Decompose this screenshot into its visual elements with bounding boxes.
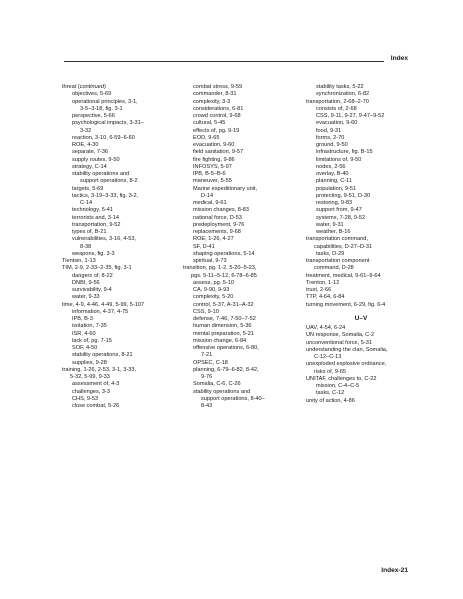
index-subentry — [183, 120, 301, 127]
index-line: understanding the clan, Somalia, — [306, 346, 388, 353]
index-subentry — [62, 338, 176, 345]
index-line: vulnerabilities, 3-16, 4-53, — [72, 236, 137, 243]
index-entry — [306, 325, 416, 332]
index-subentry — [306, 113, 416, 120]
index-subentry — [62, 113, 176, 120]
index-subentry — [183, 222, 301, 229]
index-line: planning, 6-79–6-82, 8-42, — [193, 366, 259, 373]
index-line: treatment, medical, 9-61–9-64 — [306, 272, 381, 279]
index-line: mission, C-4–C-5 — [316, 383, 360, 389]
index-line: types of, B-21 — [72, 229, 107, 235]
index-subentry — [306, 149, 416, 156]
index-subentry — [306, 229, 416, 236]
index-subentry — [183, 128, 301, 135]
index-subentry — [306, 186, 416, 193]
index-line: SOF, 4-50 — [72, 345, 98, 351]
index-subentry — [306, 171, 416, 178]
index-subentry — [62, 323, 176, 330]
index-line: capabilities, D-27–D-31 — [314, 243, 373, 250]
index-subentry — [306, 128, 416, 135]
index-entry — [306, 347, 416, 362]
index-line: ROE, 1-26, 4-27 — [193, 236, 234, 243]
index-subentry — [62, 186, 176, 193]
index-entry — [306, 258, 416, 273]
index-subentry — [183, 381, 301, 388]
index-subentry — [62, 135, 176, 142]
index-line: strategy, C-14 — [72, 163, 107, 170]
index-entry — [306, 302, 416, 309]
index-subentry — [306, 91, 416, 98]
index-line: operational principles, 3-1, — [72, 98, 138, 105]
index-line: considerations, 6-81 — [193, 105, 244, 112]
index-line: tactics, 3-19–3-33, fig. 3-2, — [72, 192, 139, 199]
index-line: 9-76 — [201, 374, 213, 380]
index-line: human dimension, 5-36 — [193, 323, 252, 330]
index-subentry — [306, 222, 416, 229]
index-subentry — [62, 120, 176, 135]
index-line: water, 9-33 — [72, 294, 100, 301]
index-entry — [306, 376, 416, 383]
index-line: terrorists and, 3-14 — [72, 214, 119, 221]
index-line: turning movement, 6-29, fig. 6-4 — [306, 301, 386, 308]
index-line: EOD, 9-65 — [193, 134, 220, 141]
index-entry — [62, 258, 176, 265]
index-line: mission changes, 8-83 — [193, 207, 249, 214]
index-subentry — [62, 236, 176, 251]
index-line: mental preparation, 5-21 — [193, 330, 254, 337]
index-line: systems, 7-28, 9-52 — [316, 214, 366, 221]
index-section-heading: U–V — [354, 314, 368, 322]
index-subentry — [183, 99, 301, 106]
index-subentry — [183, 207, 301, 214]
index-column-3 — [306, 84, 416, 405]
index-entry — [306, 99, 416, 106]
index-subentry — [306, 106, 416, 113]
index-subentry — [62, 287, 176, 294]
index-line: 3-32 — [80, 127, 92, 134]
index-entry — [306, 236, 416, 251]
index-line: transition, pg. 1-2, 5-20–5-23, — [183, 265, 257, 272]
index-line: spiritual, 9-73 — [193, 258, 227, 264]
index-line: C-12–C-13 — [314, 354, 342, 360]
index-subentry — [62, 229, 176, 236]
index-line: combat stress, 9-59 — [193, 84, 243, 90]
index-line: TTP, 4-64, 6-84 — [306, 294, 345, 301]
index-line: support from, 9-47 — [316, 207, 362, 214]
index-subentry — [183, 91, 301, 98]
index-subentry — [183, 316, 301, 323]
index-subentry — [62, 251, 176, 258]
index-line: UAV, 4-54, 6-24 — [306, 325, 346, 331]
index-line: challenges, 3-3 — [72, 388, 110, 395]
index-subentry — [183, 178, 301, 185]
index-line: 8-38 — [80, 243, 92, 250]
index-line: forms, 2-70 — [316, 134, 345, 141]
index-line: complexity, 3-3 — [193, 98, 231, 105]
index-subentry — [62, 331, 176, 338]
index-line: effects of, pg. 9-19 — [193, 127, 240, 134]
index-subentry — [183, 345, 301, 360]
index-line: assess, pg. 5-10 — [193, 279, 235, 286]
index-line: ROE, 4-30 — [72, 142, 99, 148]
index-line: SF, D-41 — [193, 243, 215, 250]
index-entry — [306, 287, 416, 294]
index-line: close combat, 5-26 — [72, 403, 120, 409]
index-line: assessment of, 4-3 — [72, 381, 120, 388]
index-subentry — [62, 345, 176, 352]
index-line: unconventional force, 5-31 — [306, 339, 372, 346]
index-line: survivability, 9-4 — [72, 287, 112, 293]
index-subentry — [62, 149, 176, 156]
index-subentry — [183, 280, 301, 287]
index-subentry — [62, 99, 176, 114]
index-line: command, D-28 — [314, 265, 354, 272]
index-subentry — [183, 157, 301, 164]
index-line: predeployment, 9-76 — [193, 221, 245, 228]
index-entry — [62, 84, 176, 91]
index-subentry — [183, 149, 301, 156]
index-subentry — [62, 171, 176, 186]
index-line: ground, 9-50 — [316, 142, 348, 148]
index-subentry — [306, 193, 416, 200]
header-rule — [64, 61, 384, 62]
index-line: stability operations, 8-21 — [72, 352, 133, 359]
index-line: replacements, 9-68 — [193, 229, 241, 235]
index-subentry — [183, 171, 301, 178]
index-subentry — [306, 390, 416, 397]
index-line: 5-32, 5-99, 9-33 — [70, 374, 110, 380]
index-subentry — [62, 193, 176, 208]
index-subentry — [62, 280, 176, 287]
index-subentry — [183, 294, 301, 301]
index-subentry — [62, 142, 176, 149]
index-subentry — [306, 84, 416, 91]
index-line: Trenton, 1-12 — [306, 279, 340, 286]
index-subentry — [306, 178, 416, 185]
index-line: INFOSYS, 5-97 — [193, 163, 232, 170]
index-line: limitations of, 9-50 — [316, 156, 362, 163]
index-line: IPB, B-5–B-6 — [193, 171, 226, 177]
index-subentry — [62, 316, 176, 323]
index-subentry — [183, 367, 301, 382]
index-line: fire fighting, 9-86 — [193, 156, 235, 163]
index-column-2 — [183, 84, 301, 410]
index-subentry — [183, 200, 301, 207]
index-line: synchronization, 6-82 — [316, 91, 370, 98]
index-line: CSS, 9-11, 9-27, 9-47–9-52 — [316, 113, 385, 119]
index-line: food, 9-31 — [316, 127, 342, 134]
index-subentry — [306, 207, 416, 214]
index-subentry — [183, 331, 301, 338]
index-entry — [306, 340, 416, 347]
index-line: consists of, 2-68 — [316, 105, 357, 112]
index-entry — [306, 294, 416, 301]
index-line: psychological impacts, 3-31– — [72, 120, 144, 127]
index-entry — [62, 367, 176, 382]
index-line: commander, 8-31 — [193, 91, 237, 98]
index-line: Marine expeditionary unit, — [193, 185, 258, 192]
index-subentry — [62, 309, 176, 316]
index-subentry — [62, 222, 176, 229]
running-header: Index — [390, 55, 408, 62]
index-subentry — [183, 215, 301, 222]
index-entry — [306, 332, 416, 339]
index-line: cultural, 5-45 — [193, 120, 226, 127]
index-line: targets, 5-69 — [72, 185, 104, 192]
index-line: DNBI, 9-56 — [72, 279, 100, 286]
index-line: information, 4-37, 4-75 — [72, 308, 129, 315]
index-line: IPB, B-3 — [72, 316, 93, 322]
index-line: water, 9-31 — [316, 221, 344, 228]
index-line: 8-43 — [201, 403, 213, 409]
index-line: C-14 — [80, 200, 93, 206]
index-line: technology, 5-41 — [72, 207, 113, 214]
index-subentry — [183, 106, 301, 113]
index-line: tasks, C-12 — [316, 390, 345, 397]
index-subentry — [62, 273, 176, 280]
index-line: complexity, 5-20 — [193, 294, 234, 301]
index-line: pgs. 5-11–5-12, 6-78–6-85 — [191, 272, 257, 279]
index-subentry — [306, 120, 416, 127]
index-subentry — [183, 244, 301, 251]
index-subentry — [183, 135, 301, 142]
index-subentry — [183, 84, 301, 91]
index-subentry — [183, 229, 301, 236]
index-subentry — [183, 142, 301, 149]
index-subentry — [62, 215, 176, 222]
index-subentry — [62, 157, 176, 164]
index-line: time, 4-9, 4-46, 4-49, 5-99, 5-107 — [62, 301, 145, 308]
index-line: mission change, 6-84 — [193, 337, 247, 344]
index-line: unexploded explosive ordnance, — [306, 361, 387, 368]
index-line: supply routes, 9-50 — [72, 156, 120, 163]
index-line: objectives, 5-69 — [72, 91, 112, 98]
index-line: isolation, 7-35 — [72, 323, 107, 330]
index-line: perspective, 5-66 — [72, 113, 115, 119]
index-line: UN response, Somalia, C-2 — [306, 332, 375, 339]
index-line: shaping operations, 5-14 — [193, 250, 255, 257]
index-entry — [306, 280, 416, 287]
index-subentry — [62, 91, 176, 98]
index-line: stability operations and — [72, 171, 130, 177]
index-line: transportation component — [306, 258, 370, 264]
index-line: stability operations and — [193, 388, 251, 395]
index-subentry — [306, 157, 416, 164]
index-line: weapons, fig. 3-3 — [72, 250, 115, 257]
index-line: transportation, 9-52 — [72, 221, 121, 228]
index-line: nodes, 2-56 — [316, 163, 346, 170]
index-subentry — [306, 142, 416, 149]
index-line: support operations, 8-2 — [80, 178, 138, 185]
index-subentry — [62, 403, 176, 410]
index-subentry — [306, 200, 416, 207]
index-line: national force, D-53 — [193, 214, 242, 221]
index-subentry — [62, 164, 176, 171]
index-line: offensive operations, 6-80, — [193, 345, 259, 351]
index-subentry — [183, 258, 301, 265]
index-subentry — [183, 236, 301, 243]
index-subentry — [306, 164, 416, 171]
index-line: CHS, 9-53 — [72, 395, 99, 402]
index-line: crowd control, 9-68 — [193, 113, 241, 119]
index-subentry — [306, 215, 416, 222]
index-subentry — [62, 294, 176, 301]
index-line: transportation command, — [306, 236, 368, 243]
index-line: evacuation, 9-60 — [193, 142, 235, 148]
index-line: unity of action, 4-86 — [306, 397, 355, 404]
index-entry — [306, 273, 416, 280]
index-line: infrastructure, fig. B-15 — [316, 149, 373, 156]
index-column-1 — [62, 84, 176, 410]
index-subentry — [62, 352, 176, 359]
page-number: Index-21 — [381, 567, 408, 574]
index-entry — [183, 265, 301, 280]
index-line: CSS, 9-10 — [193, 308, 219, 315]
index-line: Somalia, C-6, C-26 — [193, 381, 241, 388]
index-subentry — [183, 186, 301, 201]
index-subentry — [62, 207, 176, 214]
index-subentry — [306, 135, 416, 142]
index-subentry — [183, 338, 301, 345]
index-line: risks of, 9-65 — [314, 368, 347, 375]
index-subentry — [183, 389, 301, 411]
index-line: dangers of, 8-22 — [72, 272, 113, 279]
index-line: support operations, 8-40– — [201, 395, 265, 402]
index-subentry — [183, 323, 301, 330]
index-line: supplies, 9-28 — [72, 359, 107, 366]
index-entry — [62, 302, 176, 309]
index-entry — [62, 265, 176, 272]
index-line: OPSEC, C-18 — [193, 359, 228, 366]
index-line: population, 9-51 — [316, 185, 357, 192]
index-line: restoring, 9-83 — [316, 200, 353, 206]
index-subentry — [62, 360, 176, 367]
index-subentry — [183, 251, 301, 258]
index-line: defense, 7-46, 7-50–7-52 — [193, 316, 256, 322]
index-line: TIM, 2-9, 2-33–2-35, fig. 3-1 — [62, 265, 132, 272]
index-line: evacuation, 9-60 — [316, 120, 358, 127]
index-subentry — [306, 383, 416, 390]
index-line: tasks, D-29 — [316, 250, 345, 257]
index-subentry — [62, 396, 176, 403]
index-line: separate, 7-36 — [72, 149, 109, 156]
index-subentry — [183, 113, 301, 120]
index-line: ISR, 4-60 — [72, 330, 96, 337]
index-subentry — [183, 360, 301, 367]
index-subentry — [62, 389, 176, 396]
index-line: protecting, 9-51, D-30 — [316, 192, 371, 199]
index-line: transportation, 2-68–2-70 — [306, 98, 369, 105]
index-subentry — [306, 251, 416, 258]
index-line: field sanitation, 9-57 — [193, 149, 244, 156]
index-line: stability tasks, 5-22 — [316, 84, 364, 90]
index-subentry — [183, 302, 301, 309]
index-line: reaction, 3-10, 6-59–6-60 — [72, 134, 135, 141]
index-line: D-14 — [201, 192, 214, 199]
index-subentry — [62, 381, 176, 388]
index-line: threat (continued) — [62, 84, 106, 90]
index-subentry — [183, 287, 301, 294]
index-subentry — [183, 309, 301, 316]
index-line: Tientsin, 1-13 — [62, 258, 96, 264]
index-line: medical, 9-61 — [193, 200, 227, 206]
index-line: planning, C-11 — [316, 178, 352, 185]
index-line: control, 5-37, A-31–A-32 — [193, 301, 254, 308]
index-line: lack of, pg. 7-15 — [72, 337, 112, 344]
index-line: CA, 9-90, 9-93 — [193, 287, 230, 293]
index-line: training, 1-26, 2-53, 3-1, 3-33, — [62, 366, 137, 373]
index-line: weather, B-16 — [316, 229, 351, 235]
index-entry — [306, 398, 416, 405]
index-line: 3-5–3-18, fig. 3-1 — [80, 105, 123, 112]
index-entry — [306, 361, 416, 376]
index-line: 7-21 — [201, 352, 213, 359]
index-line: overlay, B-40 — [316, 171, 349, 177]
index-line: UNITAF, challenges to, C-22 — [306, 375, 377, 382]
index-line: maneuver, 5-55 — [193, 178, 232, 185]
index-line: trust, 2-66 — [306, 287, 332, 293]
index-subentry — [183, 164, 301, 171]
